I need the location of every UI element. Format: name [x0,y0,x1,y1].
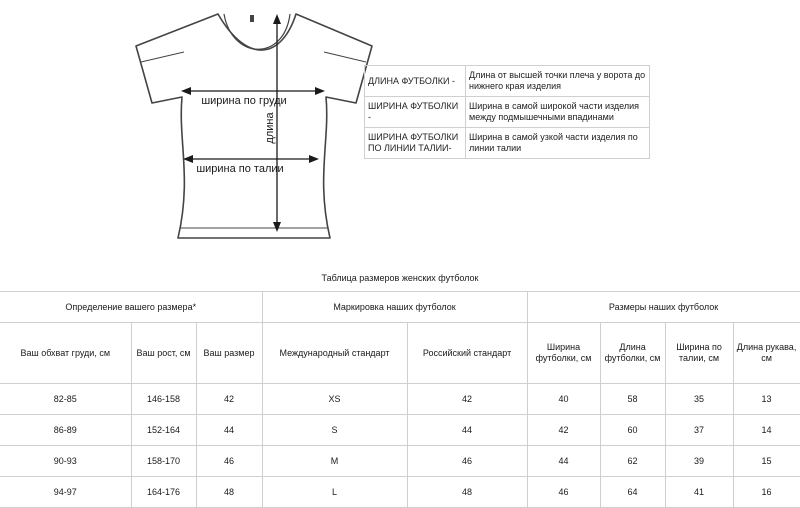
waist-width-label: ширина по талии [196,163,284,175]
table-row [0,446,800,477]
size-table-title: Таблица размеров женских футболок [321,273,479,283]
table-cell: 14 [733,415,800,446]
table-cell: 42 [527,415,600,446]
table-cell: 82-85 [0,384,131,415]
table-cell: 44 [407,415,527,446]
column-header: Ваш размер [196,323,262,384]
definition-desc: Длина от высшей точки плеча у ворота до нижнего края изделия [466,66,650,97]
definition-term: ШИРИНА ФУТБОЛКИ - [365,97,466,128]
table-row [0,415,800,446]
table-cell: 46 [527,477,600,508]
column-header: Ваш обхват груди, см [0,323,131,384]
table-cell: XS [262,384,407,415]
table-cell: 44 [196,415,262,446]
table-cell: 62 [600,446,665,477]
column-header: Российский стандарт [407,323,527,384]
column-header: Длина рукава, см [733,323,800,384]
table-cell: 42 [407,384,527,415]
table-cell: 46 [407,446,527,477]
column-header: Международный стандарт [262,323,407,384]
table-cell: 48 [196,477,262,508]
table-cell: 90-93 [0,446,131,477]
waist-width-arrow [183,155,319,163]
definition-row [365,97,650,128]
table-cell: 48 [407,477,527,508]
table-cell: 13 [733,384,800,415]
definition-row [365,66,650,97]
definition-term: ДЛИНА ФУТБОЛКИ - [365,66,466,97]
definition-term: ШИРИНА ФУТБОЛКИ ПО ЛИНИИ ТАЛИИ- [365,128,466,159]
definitions-table [364,65,650,159]
tshirt-outline [136,14,372,238]
table-cell: 39 [665,446,733,477]
table-cell: L [262,477,407,508]
table-cell: 37 [665,415,733,446]
table-cell: 152-164 [131,415,196,446]
group-header: Определение вашего размера* [0,292,262,323]
table-cell: 86-89 [0,415,131,446]
column-header: Ваш рост, см [131,323,196,384]
column-header: Ширина по талии, см [665,323,733,384]
table-cell: 35 [665,384,733,415]
table-cell: 60 [600,415,665,446]
chest-width-arrow [181,87,325,95]
table-cell: 40 [527,384,600,415]
table-cell: 46 [196,446,262,477]
table-cell: 146-158 [131,384,196,415]
table-cell: 58 [600,384,665,415]
group-header-row [0,292,800,323]
table-cell: 42 [196,384,262,415]
size-table [0,291,800,508]
column-header-row [0,323,800,384]
table-cell: 41 [665,477,733,508]
table-cell: 158-170 [131,446,196,477]
length-label: длина [264,112,276,144]
table-cell: 94-97 [0,477,131,508]
group-header: Маркировка наших футболок [262,292,527,323]
definition-desc: Ширина в самой узкой части изделия по линии талии [466,128,650,159]
column-header: Длина футболки, см [600,323,665,384]
table-cell: 44 [527,446,600,477]
table-row [0,477,800,508]
table-cell: M [262,446,407,477]
definition-desc: Ширина в самой широкой части изделия между подмышечными впадинами [466,97,650,128]
table-cell: S [262,415,407,446]
group-header: Размеры наших футболок [527,292,800,323]
table-cell: 15 [733,446,800,477]
table-cell: 64 [600,477,665,508]
table-row [0,384,800,415]
table-cell: 164-176 [131,477,196,508]
chest-width-label: ширина по груди [201,95,287,107]
definition-row [365,128,650,159]
table-cell: 16 [733,477,800,508]
column-header: Ширина футболки, см [527,323,600,384]
